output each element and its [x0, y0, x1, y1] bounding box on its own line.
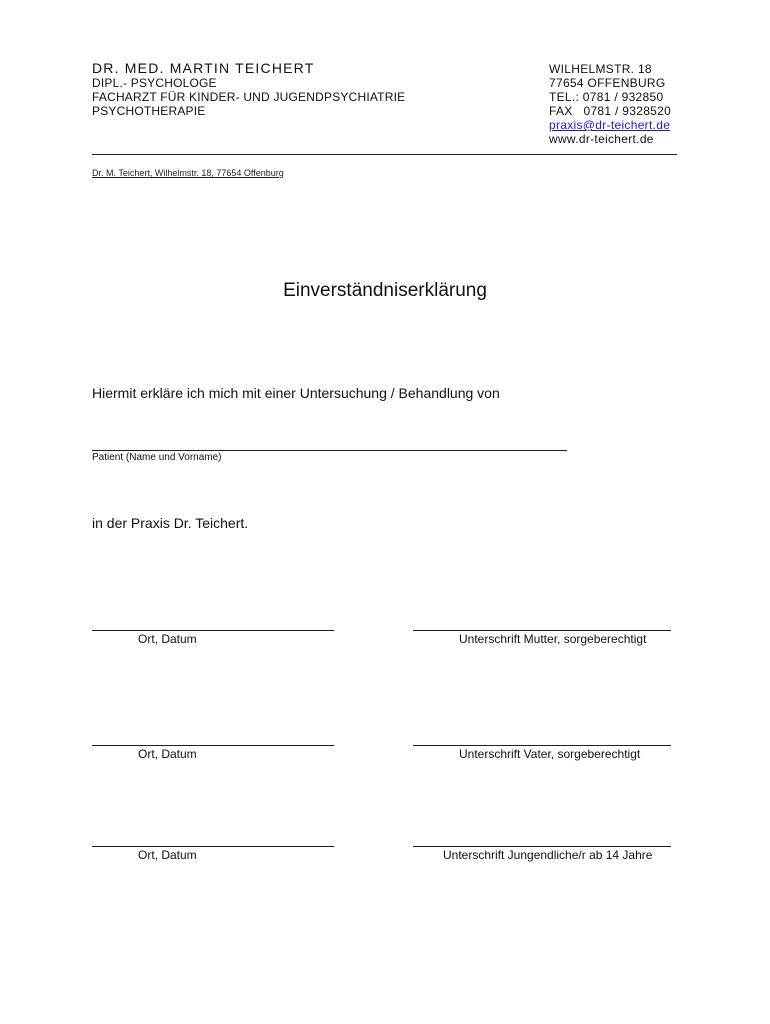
- signature-line-father[interactable]: [413, 745, 671, 746]
- email-link[interactable]: praxis@dr-teichert.de: [549, 118, 671, 132]
- signature-line-youth[interactable]: [413, 846, 671, 847]
- place-date-line-youth[interactable]: [92, 846, 334, 847]
- intro-text: Hiermit erkläre ich mich mit einer Untersuchung / Behandlung von: [92, 385, 500, 401]
- place-date-label-youth: Ort, Datum: [138, 848, 197, 862]
- website-text: www.dr-teichert.de: [549, 132, 654, 146]
- place-date-line-father[interactable]: [92, 745, 334, 746]
- signature-line-mother[interactable]: [413, 630, 671, 631]
- doctor-title-psychiatry: FACHARZT FÜR KINDER- UND JUGENDPSYCHIATRIE: [92, 90, 406, 104]
- signature-label-mother: Unterschrift Mutter, sorgeberechtigt: [459, 632, 647, 646]
- signature-label-father: Unterschrift Vater, sorgeberechtigt: [459, 747, 641, 761]
- practice-text: in der Praxis Dr. Teichert.: [92, 515, 249, 531]
- doctor-name: DR. MED. MARTIN TEICHERT: [92, 60, 315, 76]
- sender-address-line: Dr. M. Teichert, Wilhelmstr. 18, 77654 Offenburg: [92, 168, 284, 178]
- place-date-label-father: Ort, Datum: [138, 747, 197, 761]
- phone-number: TEL.: 0781 / 932850: [549, 90, 664, 104]
- patient-name-label: Patient (Name und Vorname): [92, 452, 222, 463]
- address-street: WILHELMSTR. 18: [549, 62, 652, 76]
- place-date-line-mother[interactable]: [92, 630, 334, 631]
- patient-name-line[interactable]: [92, 450, 567, 451]
- fax-number: FAX 0781 / 9328520: [549, 104, 672, 118]
- place-date-label-mother: Ort, Datum: [138, 632, 197, 646]
- doctor-title-psychotherapy: PSYCHOTHERAPIE: [92, 104, 206, 118]
- address-city: 77654 OFFENBURG: [549, 76, 666, 90]
- document-title: Einverständniserklärung: [283, 280, 487, 301]
- doctor-title-psychologist: DIPL.- PSYCHOLOGE: [92, 76, 217, 90]
- letterhead-divider: [92, 154, 677, 155]
- signature-label-youth: Unterschrift Jungendliche/r ab 14 Jahre: [443, 848, 653, 862]
